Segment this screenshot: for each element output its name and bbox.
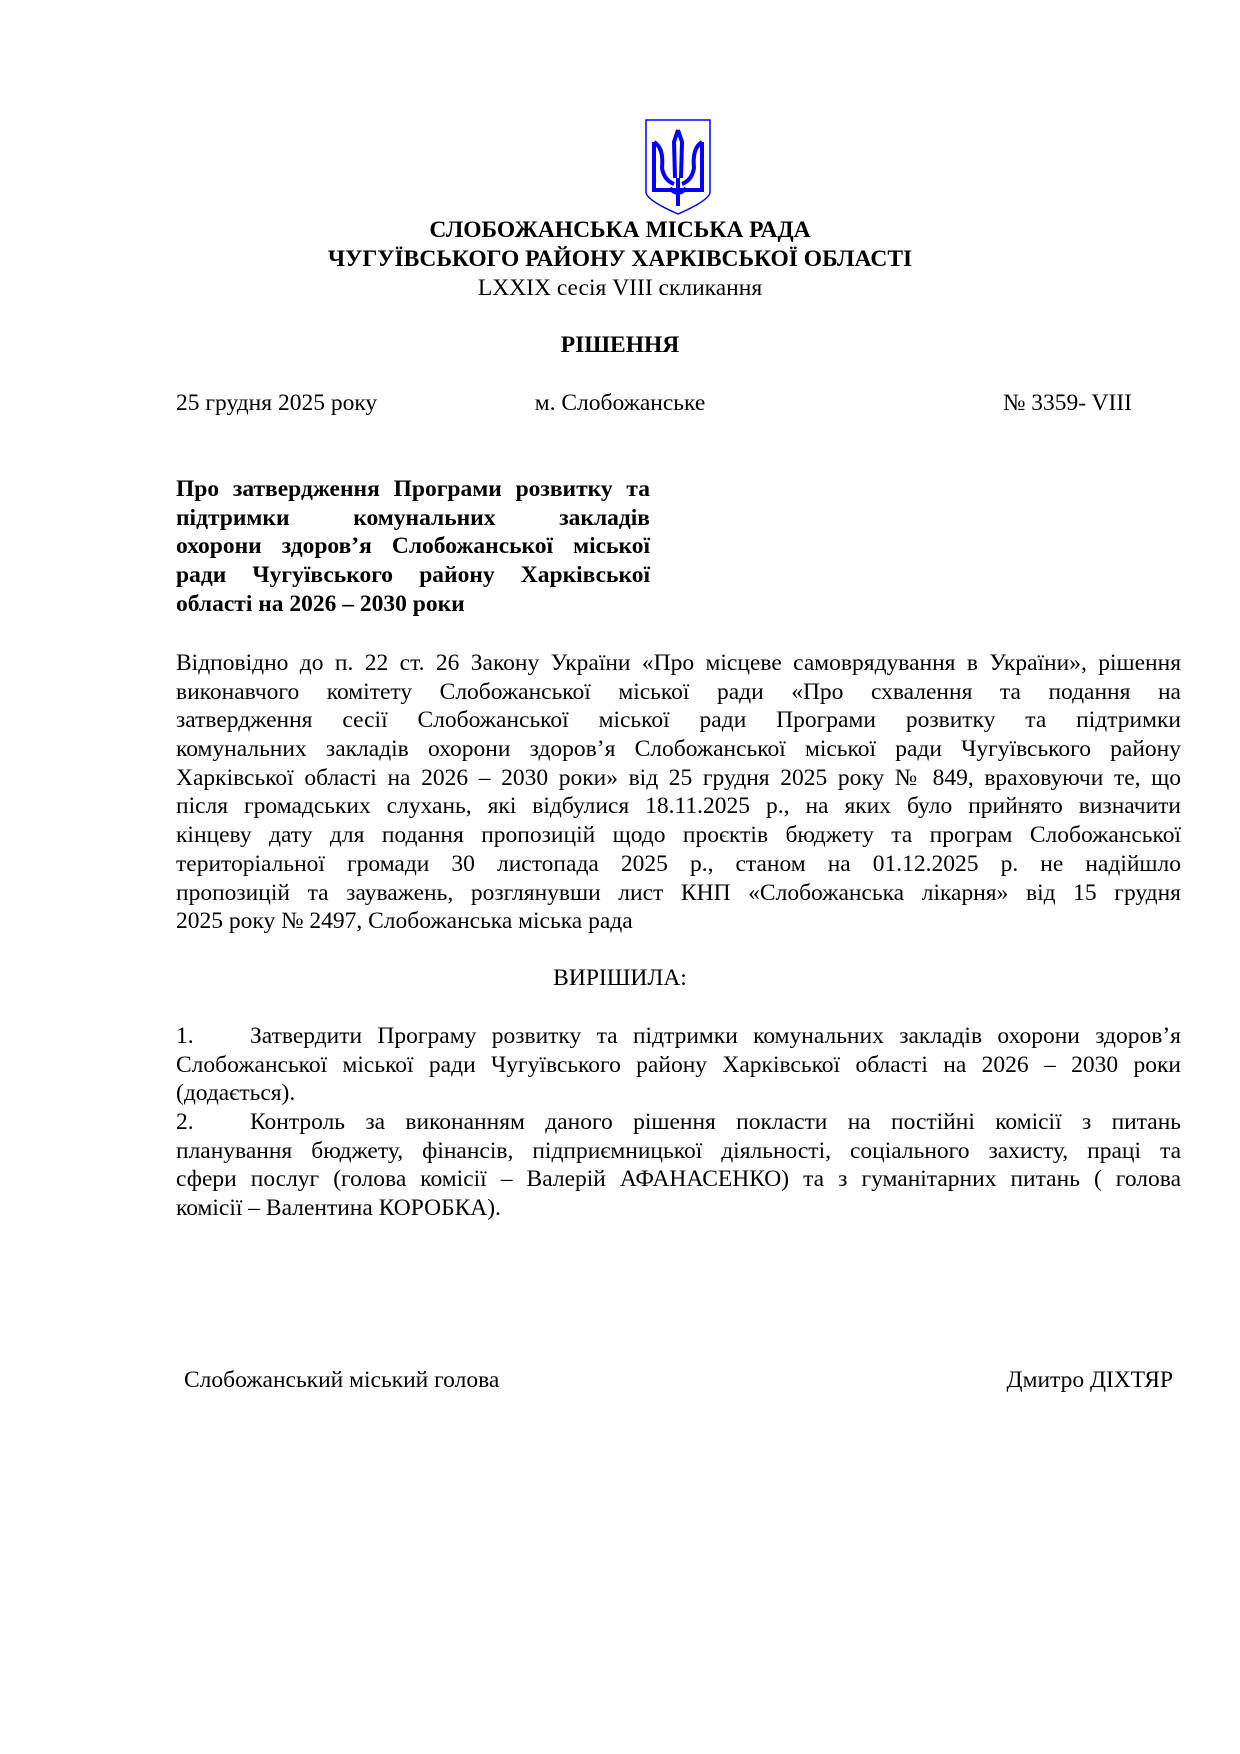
session-label: LXXIX сесія VIII скликання (477, 275, 763, 301)
preamble-line: Відповідно до п. 22 ст. 26 Закону України «Про місцеве самоврядування в України», рішення (176, 650, 1181, 676)
district-name: ЧУГУЇВСЬКОГО РАЙОНУ ХАРКІВСЬКОЇ ОБЛАСТІ (327, 246, 913, 272)
preamble-line: територіальної громади 30 листопада 2025 р., станом на 01.12.2025 р. не надійшло (176, 850, 1181, 877)
preamble-line: після громадських слухань, які відбулися 18.11.2025 р., на яких було прийнято визначити (176, 793, 1181, 820)
preamble-line: пропозицій та зауважень, розглянувши лист КНП «Слобожанська лікарня» від 15 грудня (176, 879, 1181, 906)
coat-of-arms-emblem (644, 118, 712, 216)
decided-heading: ВИРІШИЛА: (553, 965, 687, 991)
item-line: Слобожанської міської ради Чугуївського району Харківської області на 2026 – 2030 роки (176, 1051, 1181, 1078)
preamble-line: виконавчого комітету Слобожанської міської ради «Про схвалення та подання на (176, 678, 1181, 705)
preamble (176, 649, 1181, 936)
subject-line: підтримки комунальних закладів (176, 504, 650, 531)
item-number: 2. (176, 1109, 194, 1136)
subject-line: ради Чугуївського району Харківської (176, 562, 650, 589)
subject-line: області на 2026 – 2030 роки (176, 590, 465, 617)
preamble-line: 2025 року № 2497, Слобожанська міська рада (176, 908, 633, 935)
council-name: СЛОБОЖАНСЬКА МІСЬКА РАДА (429, 217, 811, 243)
preamble-line: затвердження сесії Слобожанської міської ради Програми розвитку та підтримки (176, 707, 1181, 734)
item-line: сфери послуг (голова комісії – Валерій АФАНАСЕНКО) та з гуманітарних питань ( голова (176, 1166, 1181, 1193)
item-line: Затвердити Програму розвитку та підтримки комунальних закладів охорони здоров’я (250, 1023, 1181, 1049)
subject-block (176, 475, 650, 618)
decision-place: м. Слобожанське (534, 390, 706, 416)
subject-line: Про затвердження Програми розвитку та (176, 476, 650, 502)
preamble-line: комунальних закладів охорони здоров’я Слобожанської міської ради Чугуївського району (176, 736, 1181, 763)
decision-item-2 (176, 1108, 1181, 1223)
item-line: комісії – Валентина КОРОБКА). (176, 1195, 501, 1222)
item-line: планування бюджету, фінансів, підприємницької діяльності, соціального захисту, праці та (176, 1137, 1181, 1164)
item-line: Контроль за виконанням даного рішення покласти на постійні комісії з питань (250, 1109, 1181, 1136)
document-type: РІШЕННЯ (560, 332, 680, 358)
item-number: 1. (176, 1023, 194, 1049)
decision-item-1 (176, 1022, 1181, 1108)
subject-line: охорони здоров’я Слобожанської міської (176, 533, 650, 560)
item-line: (додається). (176, 1080, 296, 1107)
decision-number: № 3359- VIII (1002, 390, 1132, 416)
preamble-line: Харківської області на 2026 – 2030 роки» від 25 грудня 2025 року № 849, враховуючи те, що (176, 764, 1181, 791)
signatory-name: Дмитро ДІХТЯР (1006, 1367, 1173, 1393)
preamble-line: кінцеву дату для подання пропозицій щодо проєктів бюджету та програм Слобожанської (176, 822, 1181, 849)
decision-date: 25 грудня 2025 року (176, 390, 378, 416)
signatory-position: Слобожанський міський голова (184, 1367, 500, 1393)
decision-items (176, 1022, 1181, 1223)
